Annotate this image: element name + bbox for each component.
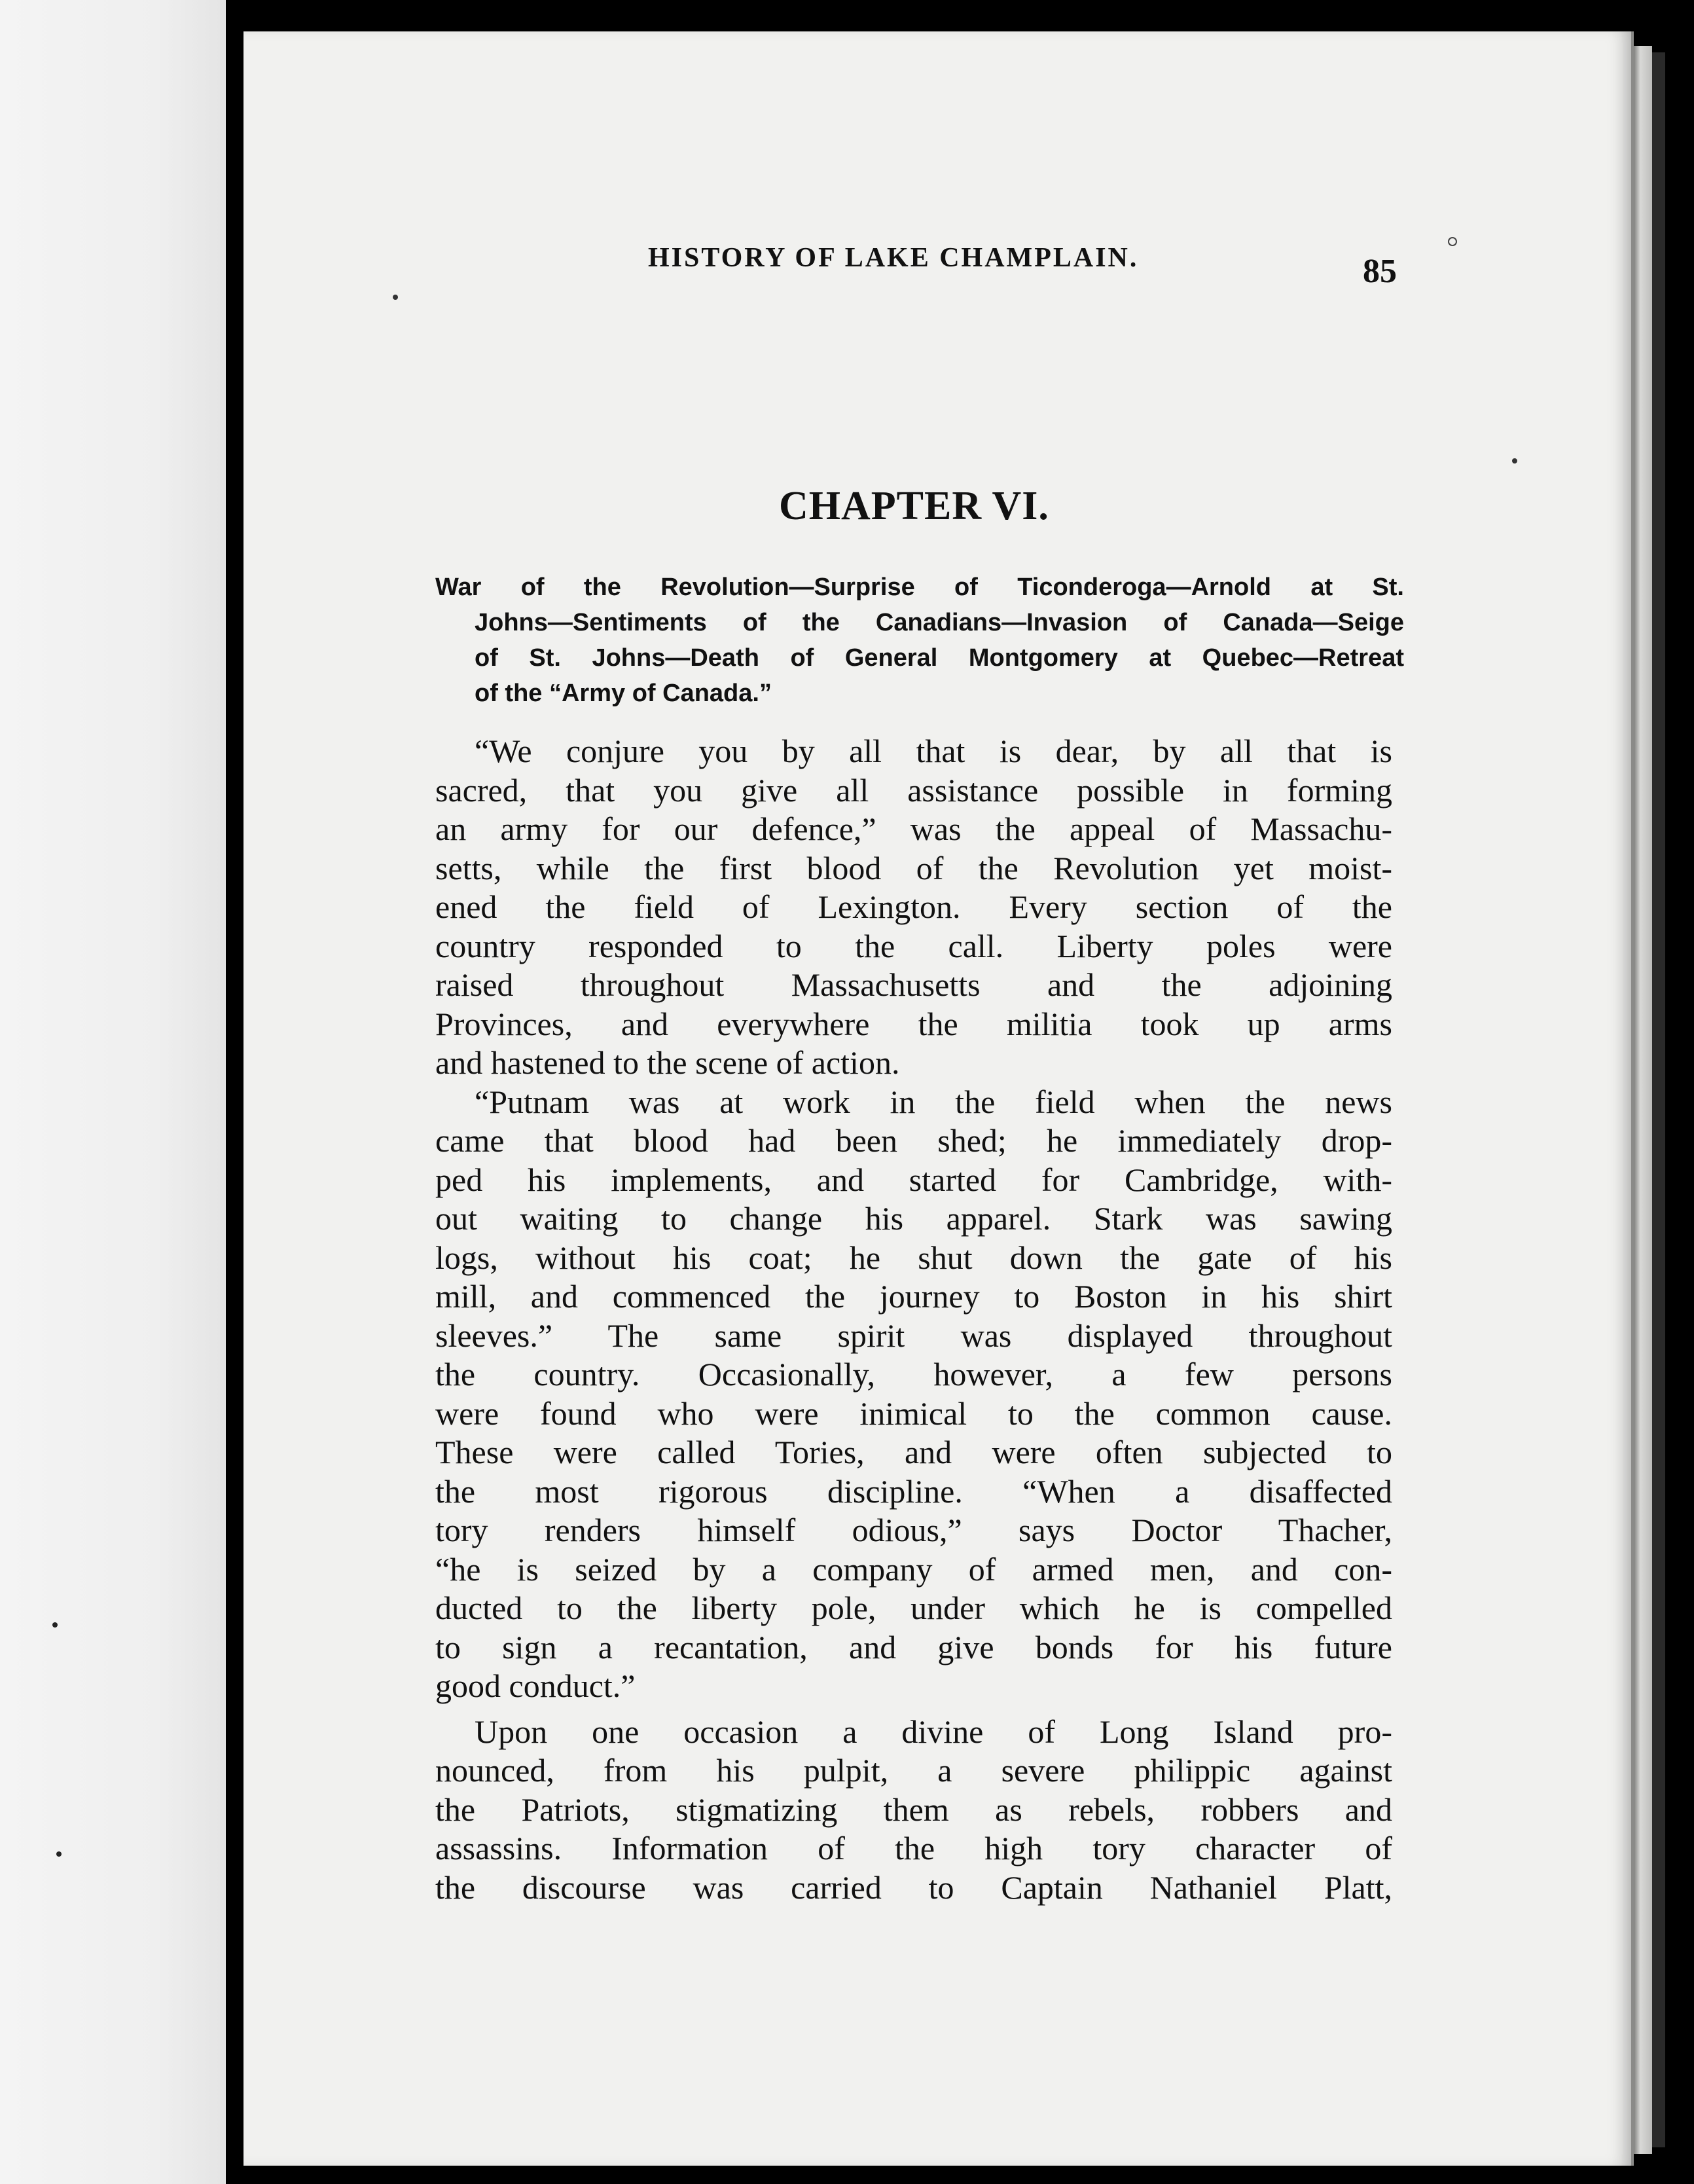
page-speck [52,1622,58,1628]
text-line: came that blood had been shed; he immediately drop- [435,1122,1392,1159]
summary-line: War of the Revolution—Surprise of Ticonderoga—Arnold at St. [435,573,1404,601]
text-line: These were called Tories, and were often subjected to [435,1434,1392,1470]
text-line: the most rigorous discipline. “When a disaffected [435,1472,1392,1510]
text-line: “he is seized by a company of armed men, and con- [435,1550,1392,1588]
text-line: “We conjure you by all that is dear, by all that is [475,733,1392,769]
text-line: tory renders himself odious,” says Doctor Thacher, [435,1512,1392,1548]
body-text [435,732,1392,1907]
text-line: setts, while the first blood of the Revolution yet moist- [435,849,1392,886]
summary-line: of the “Army of Canada.” [475,680,772,707]
page-speck [1512,458,1517,464]
left-facing-page [0,0,226,2184]
text-line: out waiting to change his apparel. Stark was sawing [435,1200,1392,1237]
text-line: “Putnam was at work in the field when the news [475,1083,1392,1120]
text-line: the country. Occasionally, however, a few persons [435,1356,1392,1392]
text-line: raised throughout Massachusetts and the adjoining [435,966,1392,1003]
chapter-title: CHAPTER VI. [779,484,1049,528]
text-line: the discourse was carried to Captain Nathaniel Platt, [435,1868,1392,1906]
text-line: mill, and commenced the journey to Boston in his shirt [435,1278,1392,1315]
text-line: sacred, that you give all assistance possible in forming [435,771,1392,809]
text-line: assassins. Information of the high tory character of [435,1830,1392,1866]
page-speck [56,1851,62,1857]
text-line: sleeves.” The same spirit was displayed throughout [435,1317,1392,1354]
text-line: ened the field of Lexington. Every section of the [435,888,1392,925]
running-header: HISTORY OF LAKE CHAMPLAIN. [648,243,1139,273]
text-line: good conduct.” [435,1667,636,1704]
paragraph-gap [435,1706,1392,1713]
page-edge [1632,46,1652,2154]
text-line: ped his implements, and started for Cambridge, with- [435,1161,1392,1198]
text-line: to sign a recantation, and give bonds for his future [435,1628,1392,1665]
text-line: nounced, from his pulpit, a severe philippic against [435,1752,1392,1789]
summary-line: Johns—Sentiments of the Canadians—Invasion of Canada—Seige [475,609,1404,636]
text-line: ducted to the liberty pole, under which he is compelled [435,1590,1392,1626]
page-number: 85 [1363,253,1397,290]
text-line: Upon one occasion a divine of Long Island pro- [475,1713,1392,1750]
book-gutter [226,0,242,2184]
page-speck [1448,237,1457,246]
text-line: Provinces, and everywhere the militia took up arms [435,1005,1392,1042]
text-line: country responded to the call. Liberty poles were [435,927,1392,964]
text-line: were found who were inimical to the common cause. [435,1394,1392,1432]
page-edge-shadow [1652,52,1665,2147]
page-speck [393,295,398,300]
text-line: and hastened to the scene of action. [435,1044,900,1081]
chapter-summary [435,570,1404,711]
summary-line: of St. Johns—Death of General Montgomery at Quebec—Retreat [475,644,1404,672]
text-line: logs, without his coat; he shut down the gate of his [435,1239,1392,1276]
text-line: an army for our defence,” was the appeal of Massachu- [435,810,1392,847]
text-line: the Patriots, stigmatizing them as rebels, robbers and [435,1791,1392,1828]
